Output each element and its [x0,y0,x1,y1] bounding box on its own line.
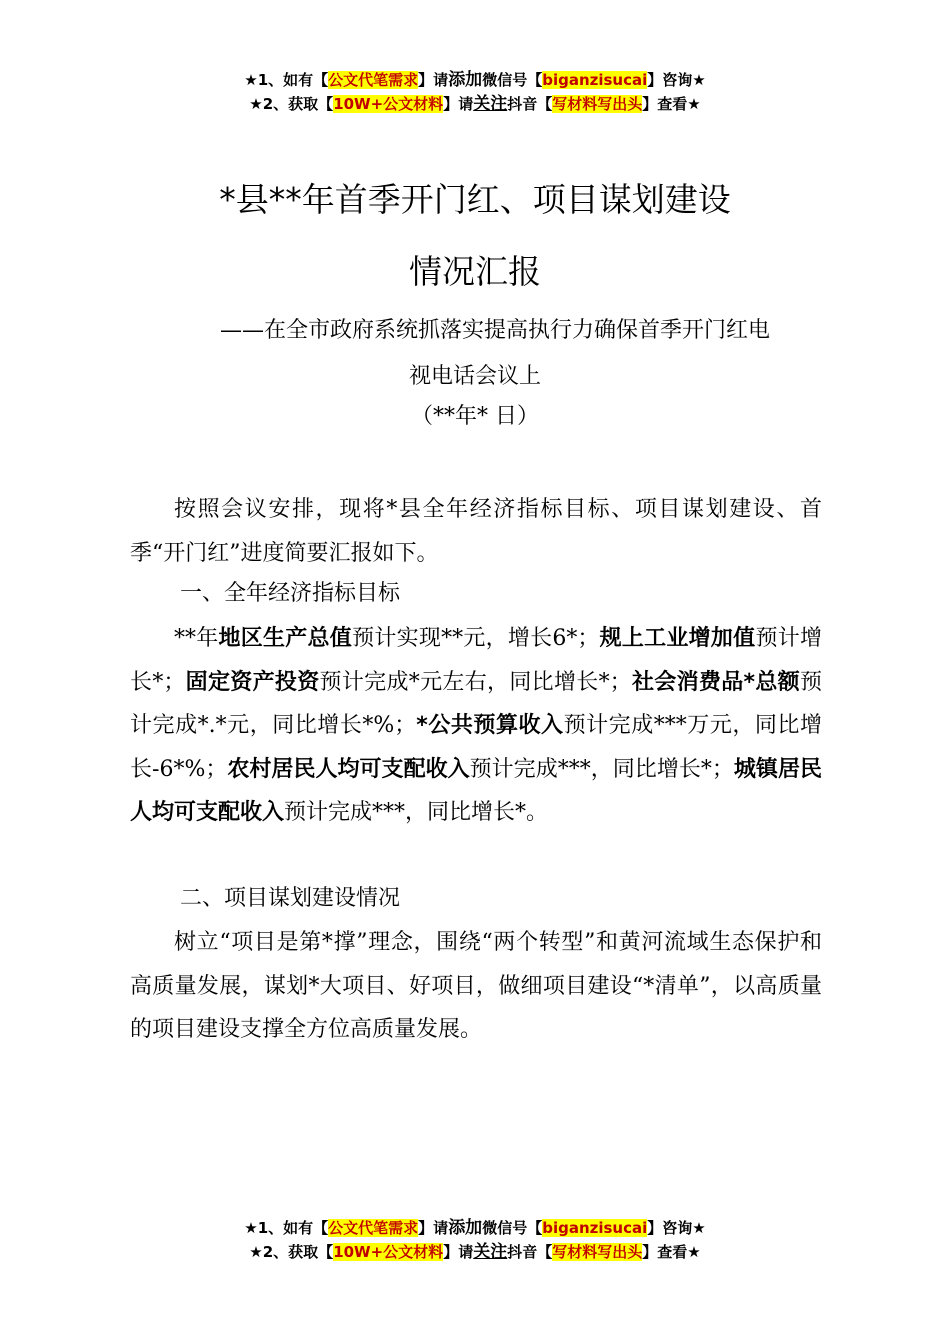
banner-douyin-id: 写材料写出头 [552,1243,643,1261]
paragraph-text: 预计完成***，同比增长*； [469,756,734,782]
header-banner [0,68,950,116]
banner-text: 微信号【 [482,1219,543,1237]
paragraph-text: 预计完成*.*元，同比增长*%； [130,669,822,738]
banner-text: 抖音【 [507,95,553,113]
banner-text: 】咨询★ [647,71,706,89]
banner-highlight: 10W+公文材料 [333,1243,444,1261]
banner-text: 】咨询★ [647,1219,706,1237]
indicator-label: 社会消费品*总额 [631,669,800,695]
document-title-line-1: *县**年首季开门红、项目谋划建设 [219,180,731,219]
banner-text: 】请 [418,71,449,89]
banner-highlight: 公文代笔需求 [328,71,419,89]
paragraph-text: **年 [174,626,219,651]
indicator-label: 规上工业增加值 [599,626,756,651]
indicator-label: *公共预算收入 [416,713,564,738]
document-subtitle-line-2: 视电话会议上 [408,364,541,389]
indicator-label: 农村居民人均可支配收入 [227,756,470,782]
banner-douyin-id: 写材料写出头 [552,95,643,113]
banner-text: ★2、获取【 [249,1243,334,1261]
banner-text: ★1、如有【 [244,1219,329,1237]
paragraph-text: 预计完成***万元，同比增长-6*%； [130,713,822,782]
document-subtitle-line-1: ——在全市政府系统抓落实提高执行力确保首季开门红电 [219,318,770,343]
banner-text: 抖音【 [507,1243,553,1261]
banner-text: ★1、如有【 [244,71,329,89]
banner-line-2 [0,92,950,116]
banner-text: 】查看★ [642,95,701,113]
banner-emphasis: 关注 [473,94,508,114]
banner-highlight: 10W+公文材料 [333,95,444,113]
section-1-heading: 一、全年经济指标目标 [180,581,401,606]
banner-text: 】请 [443,1243,474,1261]
paragraph-text: 预计实现**元，增长6*； [352,626,600,651]
indicator-label: 城镇居民人均可支配收入 [130,756,822,825]
banner-text: 】请 [418,1219,449,1237]
document-date: （**年* 日） [411,404,539,429]
document-title-line-2: 情况汇报 [409,252,541,291]
banner-emphasis: 添加 [448,70,483,90]
banner-line-2 [0,1240,950,1264]
intro-paragraph: 按照会议安排，现将*县全年经济指标目标、项目谋划建设、首季“开门红”进度简要汇报如下。 [130,497,822,566]
banner-text: ★2、获取【 [249,95,334,113]
indicator-label: 固定资产投资 [185,669,320,695]
paragraph-text: 预计完成*元左右，同比增长*； [319,669,632,695]
banner-text: 微信号【 [482,71,543,89]
banner-text: 】查看★ [642,1243,701,1261]
paragraph-text: 预计增长*； [130,626,822,695]
banner-line-1 [0,1216,950,1240]
indicator-label: 地区生产总值 [218,626,353,651]
section-2-heading: 二、项目谋划建设情况 [180,886,401,911]
banner-line-1 [0,68,950,92]
banner-wechat-id: biganzisucai [542,71,648,89]
banner-emphasis: 添加 [448,1218,483,1238]
banner-text: 】请 [443,95,474,113]
section-1-paragraph [130,617,822,835]
banner-wechat-id: biganzisucai [542,1219,648,1237]
paragraph-text: 预计完成***，同比增长*。 [284,800,549,825]
section-2-paragraph: 树立“项目是第*撑”理念，围绕“两个转型”和黄河流域生态保护和高质量发展，谋划*大项目、好项目，做细项目建设“*清单”，以高质量的项目建设支撑全方位高质量发展。 [130,930,822,1042]
banner-emphasis: 关注 [473,1242,508,1262]
footer-banner [0,1216,950,1264]
banner-highlight: 公文代笔需求 [328,1219,419,1237]
